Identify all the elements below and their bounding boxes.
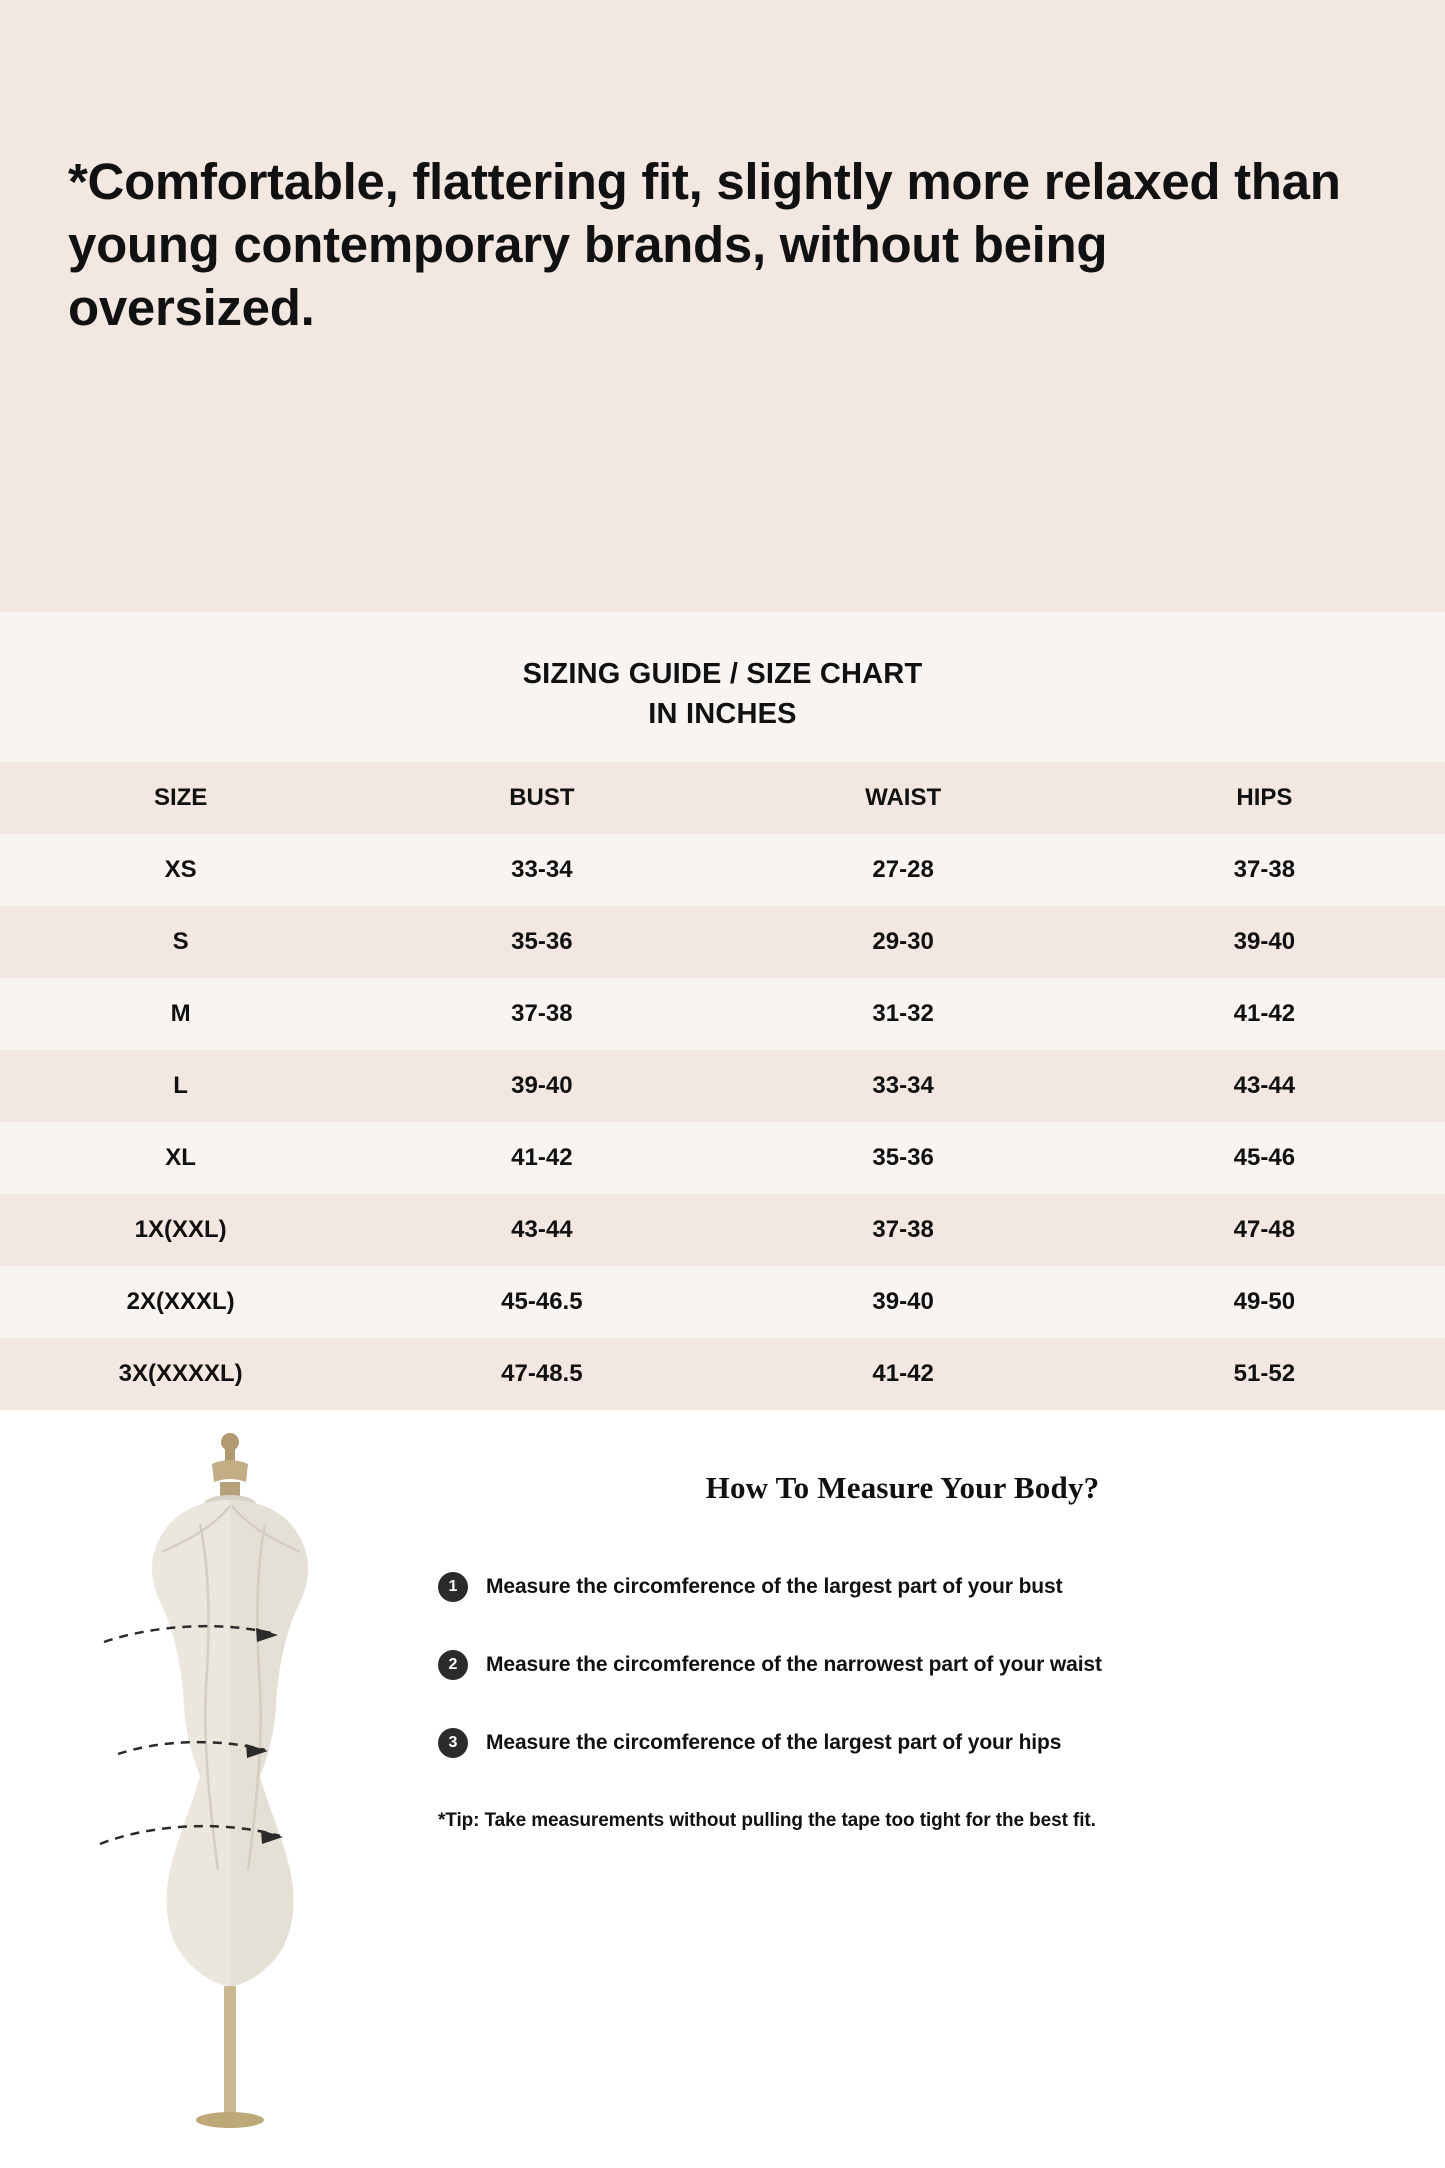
- size-chart-head: [0, 762, 1445, 834]
- list-item: [438, 1728, 1405, 1758]
- cell-waist: 33-34: [872, 1072, 934, 1100]
- table-header-row: [0, 762, 1445, 834]
- cell-hips: 43-44: [1233, 1072, 1296, 1100]
- column-header-bust: BUST: [509, 784, 575, 812]
- measure-steps-list: [400, 1572, 1405, 1758]
- cell-waist: 41-42: [872, 1360, 934, 1388]
- fit-note-text: *Comfortable, flattering fit, slightly more relaxed than young contemporary brands, without being oversized.: [68, 153, 1341, 337]
- step-text: Measure the circomference of the largest part of your hips: [486, 1731, 1062, 1755]
- step-number-badge: 2: [438, 1650, 468, 1680]
- table-row: [0, 1122, 1445, 1194]
- cell-waist: 27-28: [872, 856, 934, 884]
- size-chart-body: [0, 834, 1445, 1410]
- cell-hips: 41-42: [1233, 1000, 1296, 1028]
- list-item: [438, 1572, 1405, 1602]
- cell-hips: 51-52: [1233, 1360, 1296, 1388]
- cell-waist: 31-32: [872, 1000, 934, 1028]
- table-row: [0, 1266, 1445, 1338]
- cell-bust: 43-44: [511, 1216, 573, 1244]
- table-row: [0, 906, 1445, 978]
- how-to-measure-heading: How To Measure Your Body?: [705, 1470, 1100, 1506]
- cell-waist: 39-40: [872, 1288, 934, 1316]
- step-number-badge: 3: [438, 1728, 468, 1758]
- step-text: Measure the circomference of the largest part of your bust: [486, 1575, 1063, 1599]
- how-to-measure-content: [400, 1410, 1405, 1832]
- table-row: [0, 1338, 1445, 1410]
- cell-bust: 35-36: [511, 928, 573, 956]
- dress-form-mannequin-illustration: [60, 1420, 400, 2140]
- fit-note-banner: [0, 0, 1445, 612]
- cell-hips: 39-40: [1233, 928, 1296, 956]
- cell-size: XL: [165, 1144, 196, 1172]
- step-text: Measure the circomference of the narrowest part of your waist: [486, 1653, 1102, 1677]
- cell-waist: 37-38: [872, 1216, 934, 1244]
- measurement-tip: *Tip: Take measurements without pulling the tape too tight for the best fit.: [438, 1810, 1096, 1832]
- how-to-measure-section: [0, 1410, 1445, 2150]
- cell-size: XS: [164, 856, 197, 884]
- step-number-badge: 1: [438, 1572, 468, 1602]
- cell-hips: 49-50: [1233, 1288, 1296, 1316]
- table-row: [0, 1050, 1445, 1122]
- size-chart-title-line2: IN INCHES: [648, 698, 797, 731]
- cell-waist: 29-30: [872, 928, 934, 956]
- cell-size: 2X(XXXL): [126, 1288, 235, 1316]
- cell-bust: 47-48.5: [501, 1360, 583, 1388]
- size-chart-header: [0, 612, 1445, 762]
- table-row: [0, 1194, 1445, 1266]
- table-row: [0, 978, 1445, 1050]
- cell-hips: 47-48: [1233, 1216, 1296, 1244]
- cell-size: L: [173, 1072, 188, 1100]
- cell-hips: 37-38: [1233, 856, 1296, 884]
- cell-bust: 39-40: [511, 1072, 573, 1100]
- column-header-hips: HIPS: [1236, 784, 1293, 812]
- column-header-size: SIZE: [153, 784, 208, 812]
- cell-bust: 41-42: [511, 1144, 573, 1172]
- cell-size: M: [170, 1000, 191, 1028]
- cell-size: S: [172, 928, 189, 956]
- cell-bust: 37-38: [511, 1000, 573, 1028]
- cell-size: 3X(XXXXL): [118, 1360, 243, 1388]
- list-item: [438, 1650, 1405, 1680]
- size-chart-title-line1: SIZING GUIDE / SIZE CHART: [522, 658, 923, 690]
- cell-waist: 35-36: [872, 1144, 934, 1172]
- cell-bust: 45-46.5: [501, 1288, 583, 1316]
- column-header-waist: WAIST: [865, 784, 942, 812]
- cell-size: 1X(XXL): [134, 1216, 227, 1244]
- cell-bust: 33-34: [511, 856, 573, 884]
- table-row: [0, 834, 1445, 906]
- cell-hips: 45-46: [1233, 1144, 1296, 1172]
- size-chart-table: [0, 762, 1445, 1410]
